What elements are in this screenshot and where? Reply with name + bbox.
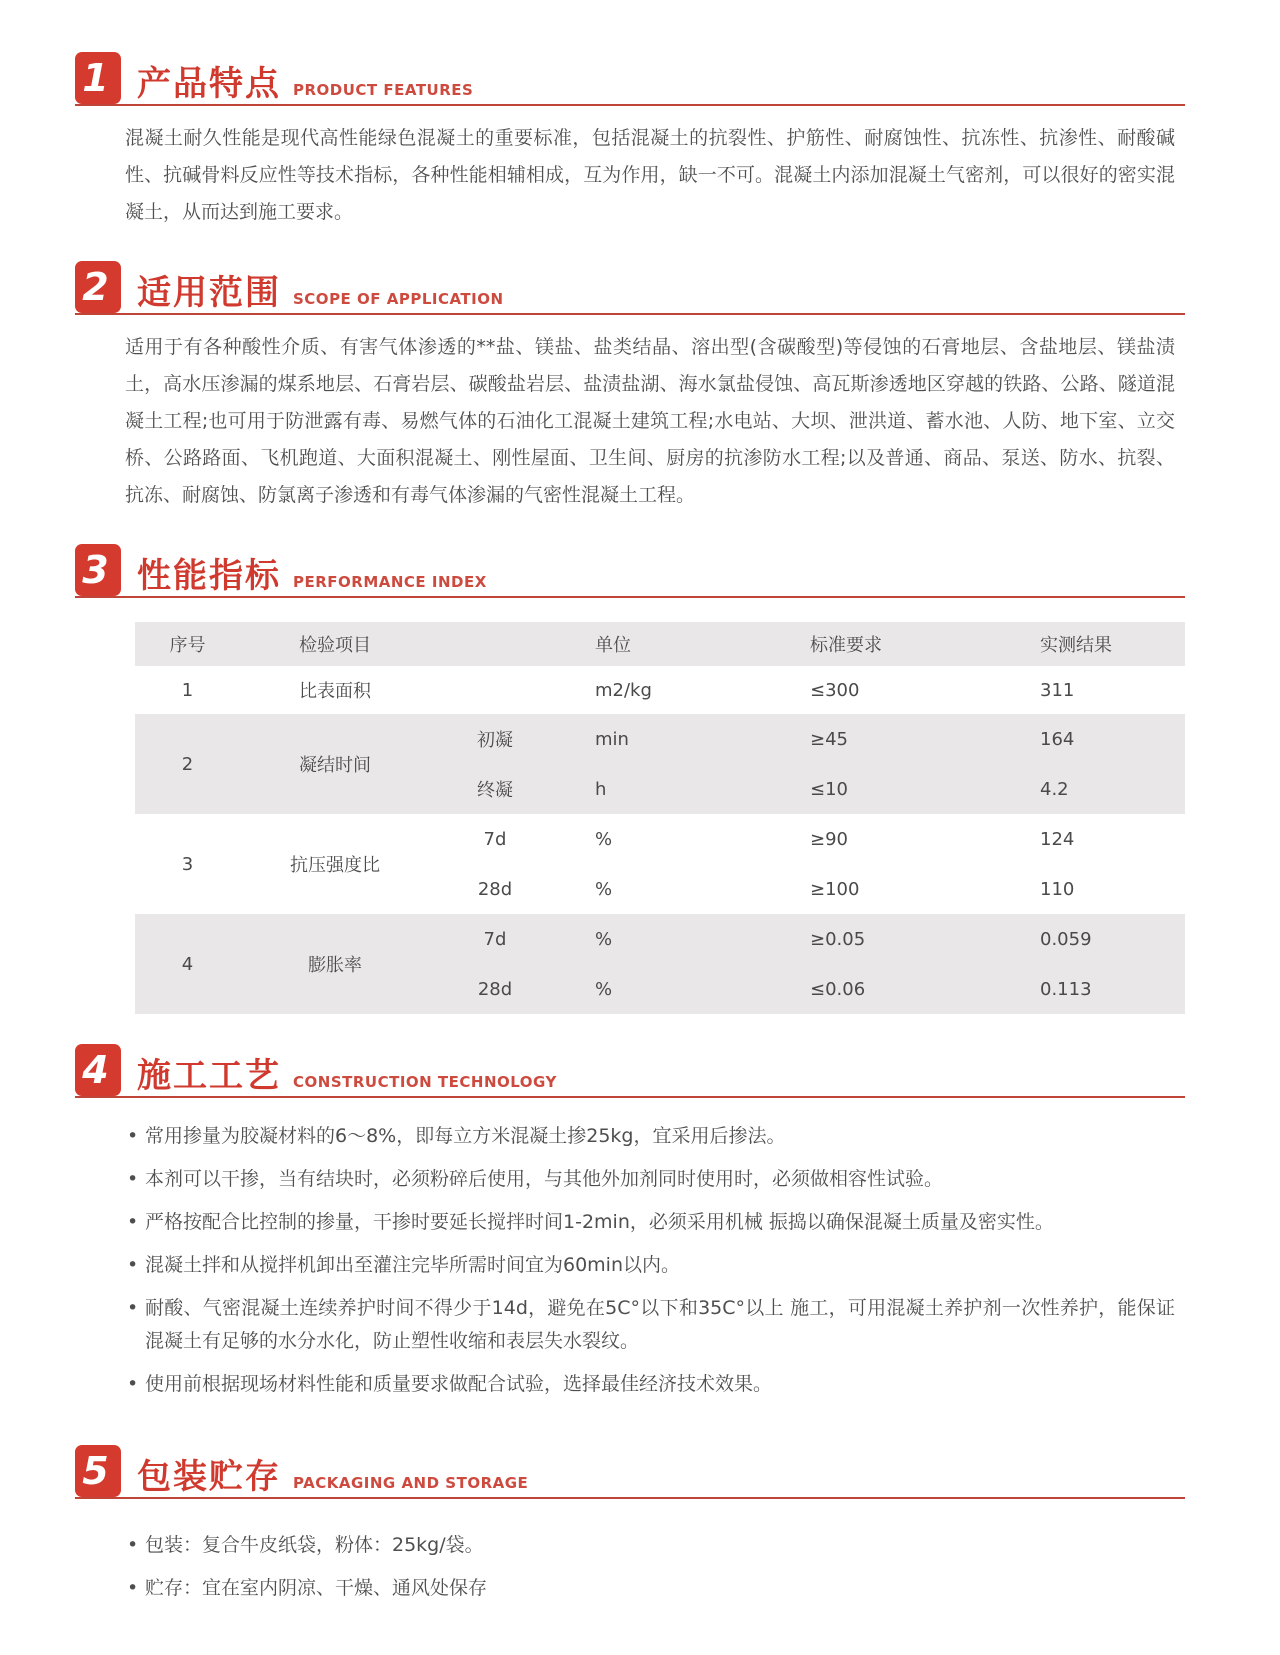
row-sub: 初凝 [477, 730, 513, 751]
table-header-no: 序号 [169, 635, 206, 656]
section-title: 性能指标 [137, 556, 281, 596]
performance-table [135, 622, 1185, 1014]
table-row [135, 666, 1185, 714]
bullet-item: • 混凝土拌和从搅拌机卸出至灌注完毕所需时间宜为60min以内。 [125, 1249, 1175, 1282]
row-unit: % [595, 978, 613, 1000]
section-paragraph: 混凝土耐久性能是现代高性能绿色混凝土的重要标准，包括混凝土的抗裂性、护筋性、耐腐蚀性、抗冻性、抗渗性、耐酸碱性、抗碱骨料反应性等技术指标，各种性能相辅相成，互为作用，缺一不可。混凝土内添加混凝土气密剂，可以很好的密实混凝土，从而达到施工要求。 [125, 127, 1175, 223]
section-title: 包装贮存 [137, 1457, 281, 1497]
table-header-result: 实测结果 [1040, 635, 1112, 656]
table-subrow [430, 964, 1185, 1014]
row-req: ≤300 [810, 679, 860, 701]
row-sub: 28d [477, 878, 513, 900]
section-number-badge: 3 [75, 544, 121, 596]
row-sub [430, 666, 560, 714]
row-no: 3 [181, 853, 194, 875]
row-no: 1 [181, 679, 194, 701]
row-result: 0.113 [1040, 978, 1092, 1000]
section-paragraph: 适用于有各种酸性介质、有害气体渗透的**盐、镁盐、盐类结晶、溶出型(含碳酸型)等侵蚀的石膏地层、含盐地层、镁盐渍土，高水压渗漏的煤系地层、石膏岩层、碳酸盐岩层、盐渍盐湖、海水氯盐侵蚀、高瓦斯渗透地区穿越的铁路、公路、隧道混凝土工程;也可用于防泄露有毒、易燃气体的石油化工混凝土建筑工程;水电站、大坝、泄洪道、蓄水池、人防、地下室、立交桥、公路路面、飞机跑道、大面积混凝土、刚性屋面、卫生间、厨房的抗渗防水工程;以及普通、商品、泵送、防水、抗裂、抗冻、耐腐蚀、防氯离子渗透和有毒气体渗漏的气密性混凝土工程。 [125, 336, 1175, 506]
table-subrow [430, 914, 1185, 964]
section-header [75, 1445, 1185, 1499]
row-item: 比表面积 [299, 681, 371, 702]
section-subtitle: CONSTRUCTION TECHNOLOGY [293, 1073, 557, 1091]
row-no: 4 [181, 953, 194, 975]
row-req: ≤10 [810, 778, 848, 800]
row-req: ≥45 [810, 728, 848, 750]
table-header-unit: 单位 [595, 635, 631, 656]
section-number-badge: 5 [75, 1445, 121, 1497]
row-sub: 终凝 [477, 780, 513, 801]
section-title: 施工工艺 [137, 1056, 281, 1096]
table-subrow [430, 714, 1185, 764]
table-header-req: 标准要求 [810, 635, 882, 656]
section-product-features [75, 52, 1185, 231]
bullet-list [125, 1120, 1175, 1401]
section-header [75, 52, 1185, 106]
row-result: 0.059 [1040, 928, 1092, 950]
row-unit: h [595, 778, 607, 800]
row-req: ≥0.05 [810, 928, 866, 950]
section-header [75, 1044, 1185, 1098]
bullet-item: • 包装：复合牛皮纸袋，粉体：25kg/袋。 [125, 1529, 1175, 1562]
row-unit: % [595, 928, 613, 950]
table-row [135, 714, 1185, 814]
row-sub: 7d [483, 828, 507, 850]
table-subrow [430, 764, 1185, 814]
section-subtitle: SCOPE OF APPLICATION [293, 290, 504, 308]
bullet-item: • 严格按配合比控制的掺量，干掺时要延长搅拌时间1-2min，必须采用机械 振捣以确保混凝土质量及密实性。 [125, 1206, 1175, 1239]
table-subrow [430, 666, 1185, 714]
bullet-item: • 常用掺量为胶凝材料的6～8%，即每立方米混凝土掺25kg，宜采用后掺法。 [125, 1120, 1175, 1153]
section-subtitle: PERFORMANCE INDEX [293, 573, 487, 591]
row-unit: min [595, 728, 629, 750]
section-subtitle: PACKAGING AND STORAGE [293, 1474, 529, 1492]
row-req: ≥100 [810, 878, 860, 900]
bullet-list [125, 1529, 1175, 1605]
row-item: 膨胀率 [308, 955, 362, 976]
row-result: 124 [1040, 828, 1075, 850]
section-scope-of-application [75, 261, 1185, 514]
row-unit: % [595, 878, 613, 900]
row-item: 抗压强度比 [290, 855, 380, 876]
row-result: 110 [1040, 878, 1075, 900]
section-title: 适用范围 [137, 273, 281, 313]
row-unit: % [595, 828, 613, 850]
row-sub: 28d [477, 978, 513, 1000]
row-result: 4.2 [1040, 778, 1069, 800]
table-header-item: 检验项目 [299, 635, 371, 656]
row-result: 311 [1040, 679, 1075, 701]
table-subrow [430, 814, 1185, 864]
section-number-badge: 2 [75, 261, 121, 313]
bullet-item: • 本剂可以干掺，当有结块时，必须粉碎后使用，与其他外加剂同时使用时，必须做相容性试验。 [125, 1163, 1175, 1196]
bullet-item: • 耐酸、气密混凝土连续养护时间不得少于14d，避免在5C°以下和35C°以上 施工，可用混凝土养护剂一次性养护，能保证混凝土有足够的水分水化，防止塑性收缩和表层失水裂纹。 [125, 1292, 1175, 1358]
section-number-badge: 1 [75, 52, 121, 104]
table-header-spacer [430, 622, 560, 666]
section-header [75, 261, 1185, 315]
row-item: 凝结时间 [299, 755, 371, 776]
bullet-item: • 使用前根据现场材料性能和质量要求做配合试验，选择最佳经济技术效果。 [125, 1368, 1175, 1401]
bullet-item: • 贮存：宜在室内阴凉、干燥、通风处保存 [125, 1572, 1175, 1605]
row-no: 2 [181, 753, 194, 775]
row-sub: 7d [483, 928, 507, 950]
table-subrow [430, 864, 1185, 914]
table-row [135, 814, 1185, 914]
section-number-badge: 4 [75, 1044, 121, 1096]
row-unit: m2/kg [595, 679, 652, 701]
table-header-row [135, 622, 1185, 666]
row-req: ≥90 [810, 828, 848, 850]
section-title: 产品特点 [137, 64, 281, 104]
section-packaging-storage [75, 1445, 1185, 1605]
section-performance-index [75, 544, 1185, 1014]
section-subtitle: PRODUCT FEATURES [293, 81, 474, 99]
row-req: ≤0.06 [810, 978, 866, 1000]
section-construction-technology [75, 1044, 1185, 1401]
table-row [135, 914, 1185, 1014]
row-result: 164 [1040, 728, 1075, 750]
section-header [75, 544, 1185, 598]
